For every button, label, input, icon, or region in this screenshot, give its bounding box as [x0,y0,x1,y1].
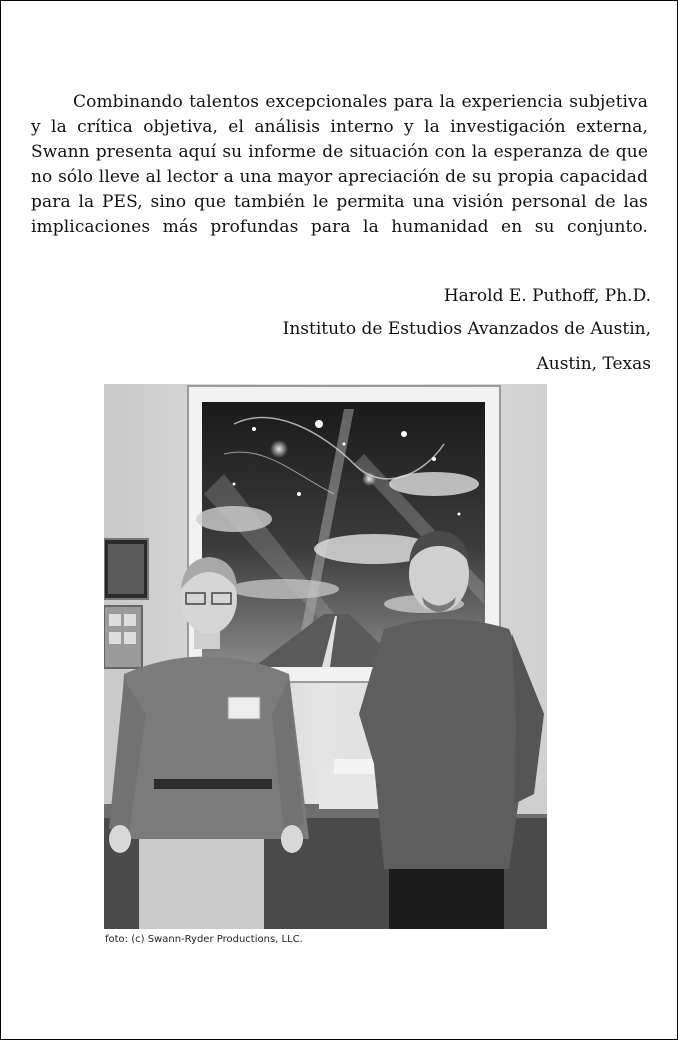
body-paragraph [31,90,648,240]
photo-caption: foto: (c) Swann-Ryder Productions, LLC. [105,934,303,945]
paragraph-line: y la crítica objetiva, el análisis interno y la investigación externa, [31,117,648,137]
paragraph-line: implicaciones más profundas para la humanidad en su conjunto. [31,217,648,237]
signature-institution: Instituto de Estudios Avanzados de Austin, [282,319,651,339]
paragraph-line: Swann presenta aquí su informe de situación con la esperanza de que [31,142,648,162]
paragraph-line: no sólo lleve al lector a una mayor apreciación de su propia capacidad [31,167,648,187]
paragraph-line: para la PES, sino que también le permita una visión personal de las [31,192,648,212]
signature-location: Austin, Texas [536,354,651,374]
photograph [104,384,547,929]
paragraph-line: Combinando talentos excepcionales para la experiencia subjetiva [73,92,648,112]
signature-name: Harold E. Puthoff, Ph.D. [443,286,651,306]
